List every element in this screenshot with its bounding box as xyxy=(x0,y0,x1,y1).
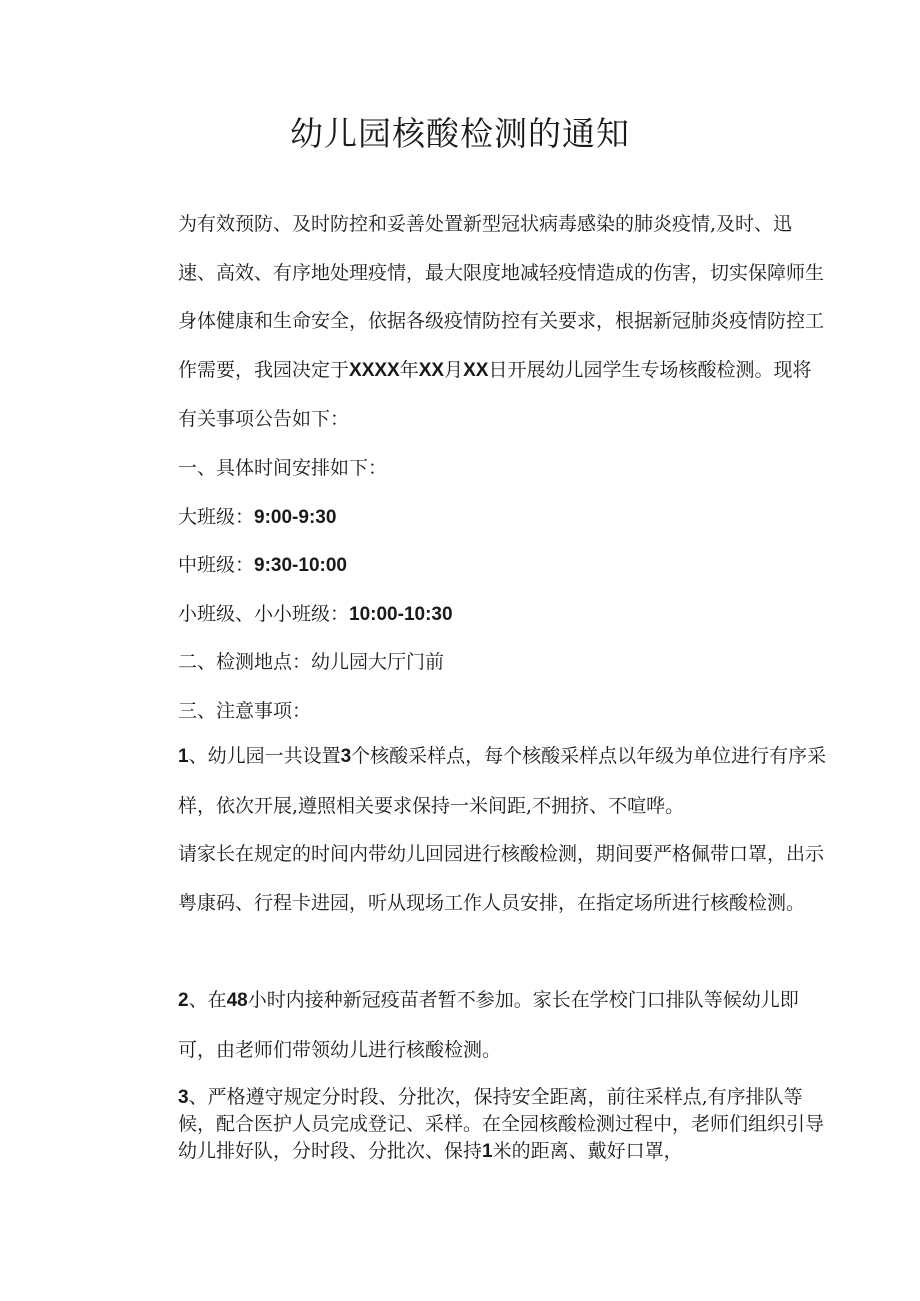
date-year: XXXX xyxy=(349,359,400,381)
schedule-label: 大班级： xyxy=(178,506,255,528)
schedule-label: 中班级： xyxy=(178,554,255,576)
note-number: 3 xyxy=(178,1087,189,1108)
note-number: 1 xyxy=(178,746,189,767)
intro-text-b: 年 xyxy=(399,358,419,381)
note-item-1-instructions: 请家长在规定的时间内带幼儿回园进行核酸检测，期间要严格佩带口罩，出示粤康码、行程卡进园，听从现场工作人员安排，在指定场所进行核酸检测。 xyxy=(178,843,825,914)
schedule-row xyxy=(178,550,347,577)
note-text: 、严格遵守规定分时段、分批次，保持安全距离，前往采样点,有序排队等候，配合医护人员完成登记、采样。在全园核酸检测过程中，老师们组织引导幼儿排好队，分时段、分批次、保持 xyxy=(178,1086,825,1162)
note-item-2 xyxy=(137,976,830,1074)
schedule-row xyxy=(178,599,453,626)
section-heading-schedule: 一、具体时间安排如下： xyxy=(178,457,388,479)
note-text: 、幼儿园一共设置 xyxy=(188,745,341,767)
date-day: XX xyxy=(463,359,489,381)
section-heading-location: 二、检测地点：幼儿园大厅门前 xyxy=(178,651,445,673)
note-item-3 xyxy=(137,1084,830,1165)
schedule-time: 9:00-9:30 xyxy=(254,507,337,528)
note-text: 米的距离、戴好口罩， xyxy=(492,1140,683,1162)
document-title: 幼儿园核酸检测的通知 xyxy=(290,114,630,153)
schedule-time: 9:30-10:00 xyxy=(254,555,347,576)
intro-paragraph xyxy=(137,200,830,444)
schedule-row xyxy=(178,502,336,529)
note-number: 2 xyxy=(178,990,189,1011)
intro-text-a: 为有效预防、及时防控和妥善处置新型冠状病毒感染的肺炎疫情,及时、迅速、高效、有序地处理疫情，最大限度地减轻疫情造成的伤害，切实保障师生身体健康和生命安全，依据各级疫情防控有关要求，根据新冠肺炎疫情防控工作需要，我园决定于 xyxy=(178,213,825,381)
note-text: 小时内接种新冠疫苗者暂不参加。家长在学校门口排队等候幼儿即可，由老师们带领幼儿进行核酸检测。 xyxy=(178,989,799,1061)
vaccine-hours: 48 xyxy=(226,990,248,1011)
distance-meters: 1 xyxy=(482,1141,493,1162)
schedule-time: 10:00-10:30 xyxy=(349,604,453,625)
intro-text-c: 月 xyxy=(444,358,464,381)
section-heading-notes: 三、注意事项： xyxy=(178,700,312,722)
schedule-label: 小班级、小小班级： xyxy=(178,603,350,625)
note-text: 个核酸采样点，每个核酸采样点以年级为单位进行有序采样，依次开展,遵照相关要求保持一米间距,不拥挤、不喧哗。 xyxy=(178,745,827,817)
date-month: XX xyxy=(418,359,445,381)
note-item-1 xyxy=(137,732,830,830)
note-text: 、在 xyxy=(188,989,227,1011)
sampling-point-count: 3 xyxy=(340,746,352,767)
intro-text-d: 日开展幼儿园学生专场核酸检测。现将有关事项公告如下： xyxy=(178,358,812,430)
